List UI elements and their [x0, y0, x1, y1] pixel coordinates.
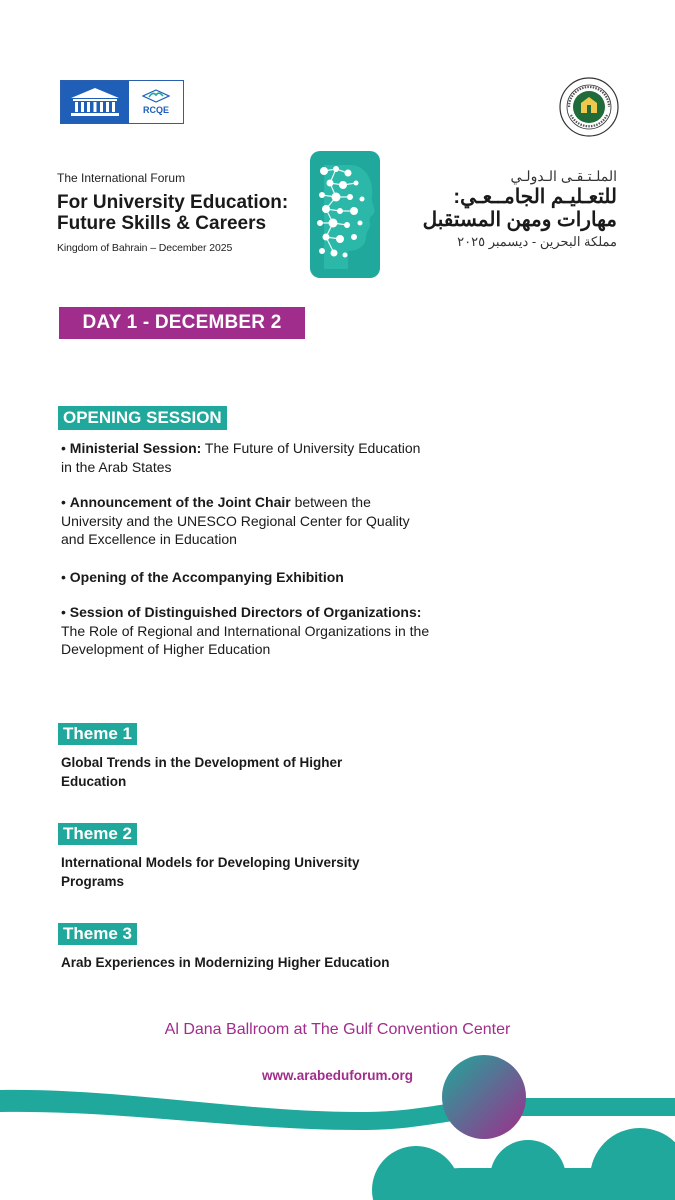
forum-title-ar [423, 166, 617, 252]
rcqe-emblem-icon [142, 89, 170, 103]
session-item: • Opening of the Accompanying Exhibition [61, 569, 344, 585]
theme-1-description: Global Trends in the Development of Higher Education [61, 755, 343, 789]
forum-title-line2: Future Skills & Careers [57, 213, 267, 234]
forum-title-line1: For University Education: [57, 192, 289, 213]
session-item: • Announcement of the Joint Chair between the University and the UNESCO Regional Center for Quality and Excellence in Education [61, 494, 410, 547]
website-link[interactable]: www.arabeduforum.org [261, 1068, 413, 1083]
opening-session-label: OPENING SESSION [58, 406, 227, 430]
forum-head-emblem-icon [310, 151, 380, 278]
theme-3-label: Theme 3 [58, 923, 137, 945]
forum-location-ar: مملكة البحرين - ديسمبر ٢٠٢٥ [457, 234, 617, 249]
university-seal-icon [559, 77, 619, 137]
session-item: • Ministerial Session: The Future of University Education in the Arab States [61, 440, 421, 475]
theme-2-label: Theme 2 [58, 823, 137, 845]
session-item: • Session of Distinguished Directors of Organizations: The Role of Regional and International Organizations in the Development of Higher Education [61, 604, 430, 657]
forum-title-ar-line1: للتعـليـم الجامــعـي: [453, 186, 617, 208]
day-banner: DAY 1 - DECEMBER 2 [59, 307, 305, 339]
theme-3-description: Arab Experiences in Modernizing Higher Education [61, 955, 390, 970]
theme-1-label: Theme 1 [58, 723, 137, 745]
forum-location-en: Kingdom of Bahrain – December 2025 [57, 242, 233, 254]
rcqe-label: RCQE [142, 105, 169, 115]
forum-subtitle-en: The International Forum [57, 171, 186, 185]
theme-2-description: International Models for Developing University Programs [61, 855, 360, 889]
forum-title-ar-line2: مهارات ومهن المستقبل [422, 209, 617, 231]
forum-title-en [57, 192, 288, 234]
unesco-rcqe-logo [60, 80, 184, 124]
forum-subtitle-ar: الملـتـقـى الـدولـي [510, 168, 617, 184]
unesco-temple-icon [61, 81, 129, 123]
venue-text: Al Dana Ballroom at The Gulf Convention Center [164, 1021, 511, 1038]
